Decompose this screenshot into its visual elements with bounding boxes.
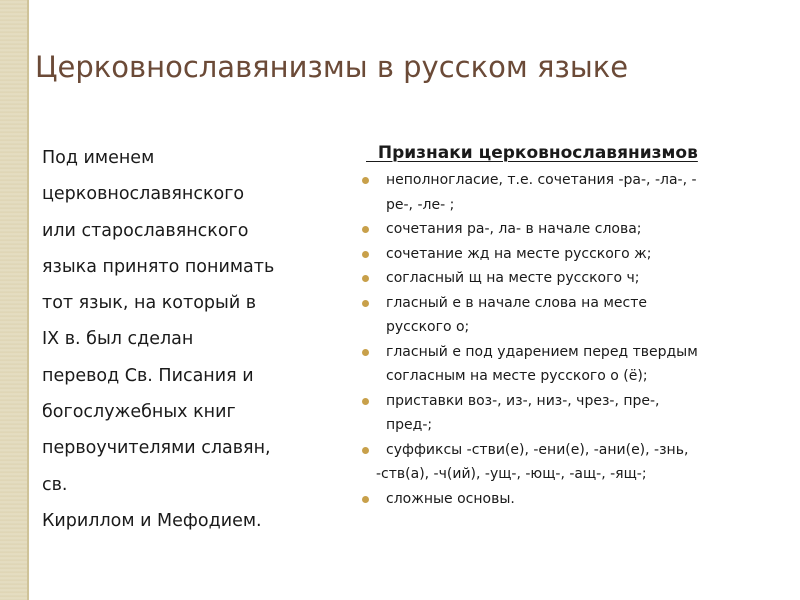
list-item	[360, 266, 790, 291]
list-item	[360, 217, 790, 242]
list-item-text: пред-;	[386, 417, 433, 433]
list-item	[360, 168, 790, 217]
list-item-text: русского о;	[386, 319, 470, 335]
definition-line: Кириллом и Мефодием.	[42, 510, 262, 531]
bullet-icon	[362, 398, 369, 405]
list-item	[360, 438, 790, 487]
definition-line: св.	[42, 474, 68, 495]
list-item	[360, 389, 790, 438]
list-item-text: сочетание жд на месте русского ж;	[386, 245, 652, 262]
list-item-text: приставки воз-, из-, низ-, чрез-, пре-,	[386, 392, 660, 409]
bullet-icon	[362, 496, 369, 503]
list-item-text: неполногласие, т.е. сочетания -ра-, -ла-, -	[386, 172, 697, 188]
bullet-icon	[362, 447, 369, 454]
definition-line: IX в. был сделан	[42, 329, 194, 350]
bullet-icon	[362, 349, 369, 356]
definition-line: языка принято понимать	[42, 256, 275, 277]
list-item-text: гласный е в начале слова на месте	[386, 294, 648, 311]
features-list	[360, 168, 790, 511]
list-item-text: -ств(а), -ч(ий), -ущ-, -ющ-, -ащ-, -ящ-;	[376, 466, 647, 482]
list-item-text: гласный е под ударением перед твердым	[386, 343, 698, 360]
definition-line: первоучителями славян,	[42, 438, 271, 459]
definition-text	[42, 140, 362, 539]
list-item	[360, 340, 790, 389]
bullet-icon	[362, 177, 369, 184]
bullet-icon	[362, 300, 369, 307]
definition-line: Под именем	[42, 148, 155, 168]
stripe-divider	[27, 0, 29, 600]
definition-line: перевод Св. Писания и	[42, 365, 254, 386]
list-item-text: согласный щ на месте русского ч;	[386, 270, 640, 286]
list-item	[360, 487, 790, 512]
list-item	[360, 291, 790, 340]
slide-title: Церковнославянизмы в русском языке	[35, 50, 629, 84]
features-heading: Признаки церковнославянизмов	[366, 143, 698, 163]
list-item-text: ре-, -ле- ;	[386, 196, 455, 213]
list-item-text: сложные основы.	[386, 490, 515, 507]
definition-line: церковнославянского	[42, 184, 245, 205]
list-item-text: согласным на месте русского о (ё);	[386, 368, 648, 384]
definition-line: тот язык, на который в	[42, 293, 257, 314]
features-column	[360, 143, 790, 511]
definition-line: богослужебных книг	[42, 402, 236, 423]
list-item-text: сочетания ра-, ла- в начале слова;	[386, 221, 642, 237]
bullet-icon	[362, 226, 369, 233]
definition-line: или старославянского	[42, 220, 249, 241]
list-item-text: суффиксы -стви(е), -ени(е), -ани(е), -знь,	[386, 441, 689, 458]
list-item	[360, 242, 790, 267]
decorative-stripe	[0, 0, 27, 600]
bullet-icon	[362, 275, 369, 282]
bullet-icon	[362, 251, 369, 258]
